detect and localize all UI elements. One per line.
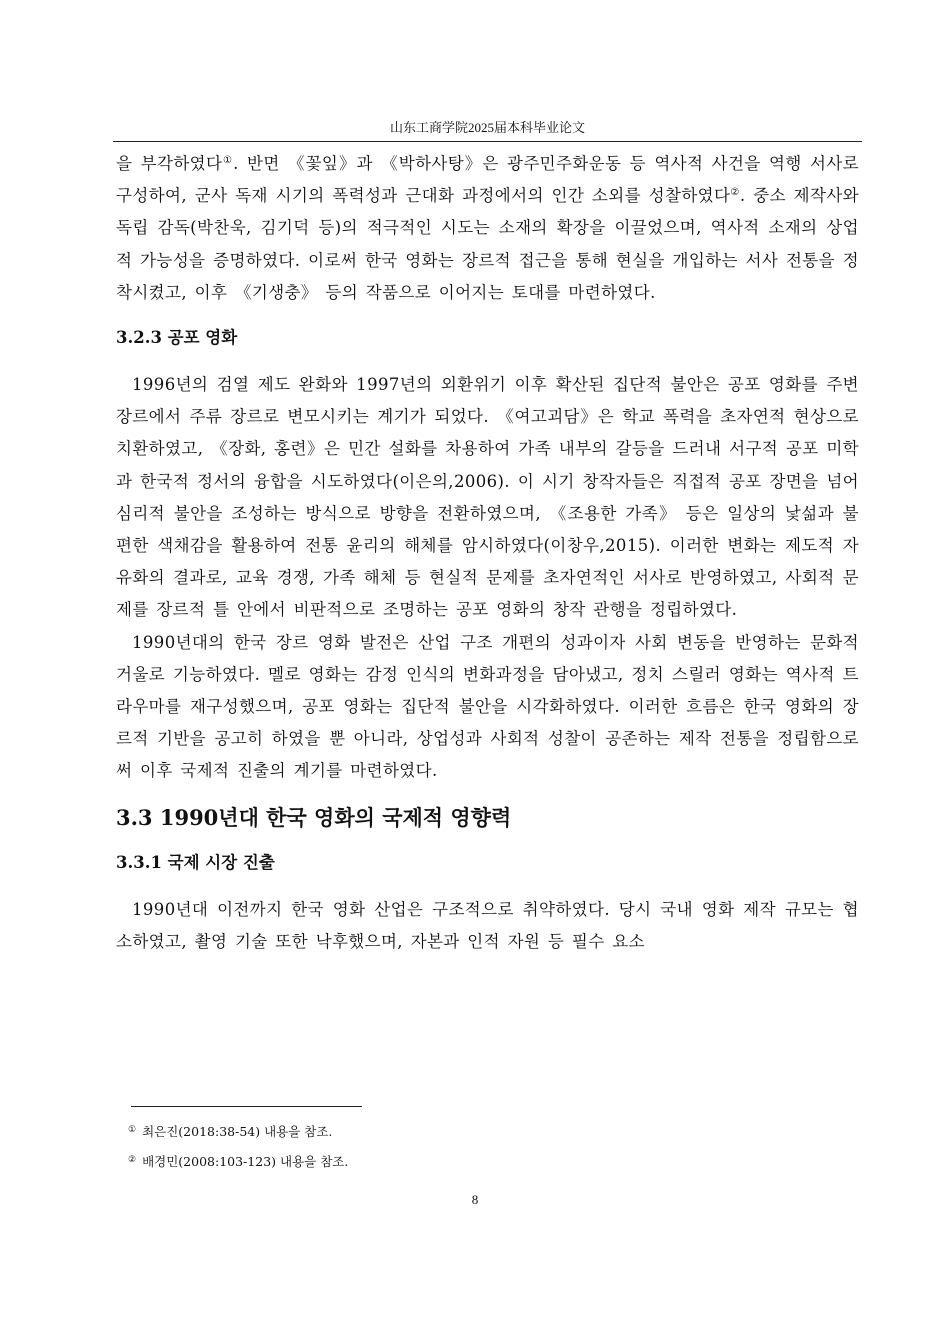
- section-heading-3-3: 3.3 1990년대 한국 영화의 국제적 영향력: [116, 804, 512, 830]
- page-number: 8: [471, 1192, 479, 1207]
- running-header: 山东工商学院2025届本科毕业论文: [389, 120, 585, 135]
- paragraph-international-market: 1990년대 이전까지 한국 영화 산업은 구조적으로 취약하였다. 당시 국내 영화 제작 규모는 협소하였고, 촬영 기술 또한 낙후했으며, 자본과 인적 자원 등 필수 요소: [116, 899, 859, 951]
- footnotes: [128, 1122, 728, 1182]
- paragraph-genre-summary: 1990년대의 한국 장르 영화 발전은 산업 구조 개편의 성과이자 사회 변동을 반영하는 문화적 거울로 기능하였다. 멜로 영화는 감정 인식의 변화과정을 담아냈고, 정치 스릴러 영화는 역사적 트라우마를 재구성했으며, 공포 영화는 집단적 불안을 시각화하였다. 이러한 흐름은 한국 영화의 장르적 기반을 공고히 하였을 뿐 아니라, 상업성과 사회적 성찰이 공존하는 제작 전통을 정립함으로써 이후 국제적 진출의 계기를 마련하였다.: [116, 632, 859, 781]
- footnote-text: 최은진(2018:38-54) 내용을 참조.: [142, 1124, 333, 1139]
- paragraph-text: 을 부각하였다: [116, 154, 223, 173]
- footnote-2: [128, 1152, 728, 1170]
- subsection-heading-3-2-3: 3.2.3 공포 영화: [116, 328, 238, 348]
- paragraph-text: . 중소 제작사와 독립 감독(박찬욱, 김기덕 등)의 적극적인 시도는 소재의 확장을 이끌었으며, 역사적 소재의 상업적 가능성을 증명하였다. 이로써 한국 영화는 장르적 접근을 통해 현실을 개입하는 서사 전통을 정착시켰고, 이후 《기생충》 등의 작품으로 이어지는 토대를 마련하였다.: [116, 186, 859, 302]
- subsection-heading-3-3-1: 3.3.1 국제 시장 진출: [116, 852, 275, 872]
- footnote-mark: ①: [128, 1125, 137, 1135]
- footnote-text: 배경민(2008:103-123) 내용을 참조.: [142, 1154, 349, 1169]
- footnote-1: [128, 1122, 728, 1140]
- footnote-ref-2[interactable]: ②: [730, 187, 740, 199]
- paragraph-continuation: [116, 148, 859, 309]
- footnote-ref-1[interactable]: ①: [222, 155, 234, 166]
- paragraph-horror-film: 1996년의 검열 제도 완화와 1997년의 외환위기 이후 확산된 집단적 불안은 공포 영화를 주변 장르에서 주류 장르로 변모시키는 계기가 되었다. 《여고괴담》은 학교 폭력을 초자연적 현상으로 치환하였고, 《장화, 홍련》은 민간 설화를 차용하여 가족 내부의 갈등을 드러내 서구적 공포 미학과 한국적 정서의 융합을 시도하였다(이은의,2006). 이 시기 창작자들은 직접적 공포 장면을 넘어 심리적 불안을 조성하는 방식으로 방향을 전환하였으며, 《조용한 가족》 등은 일상의 낯섦과 불편한 색채감을 활용하여 전통 윤리의 해체를 암시하였다(이창우,2015). 이러한 변화는 제도적 자유화의 결과로, 교육 경쟁, 가족 해체 등 현실적 문제를 초자연적인 서사로 반영하였고, 사회적 문제를 장르적 틀 안에서 비판적으로 조명하는 공포 영화의 창작 관행을 정립하였다.: [116, 375, 859, 620]
- footnote-rule: [131, 1106, 362, 1107]
- main-content: [116, 148, 859, 958]
- footnote-mark: ②: [128, 1155, 137, 1165]
- header-rule: [113, 141, 862, 142]
- paragraph-text: . 반면 《꽃잎》과 《박하사탕》은 광주민주화운동 등 역사적 사건을 역행 서사로 구성하여, 군사 독재 시기의 폭력성과 근대화 과정에서의 인간 소외를 성찰하였다: [116, 154, 859, 206]
